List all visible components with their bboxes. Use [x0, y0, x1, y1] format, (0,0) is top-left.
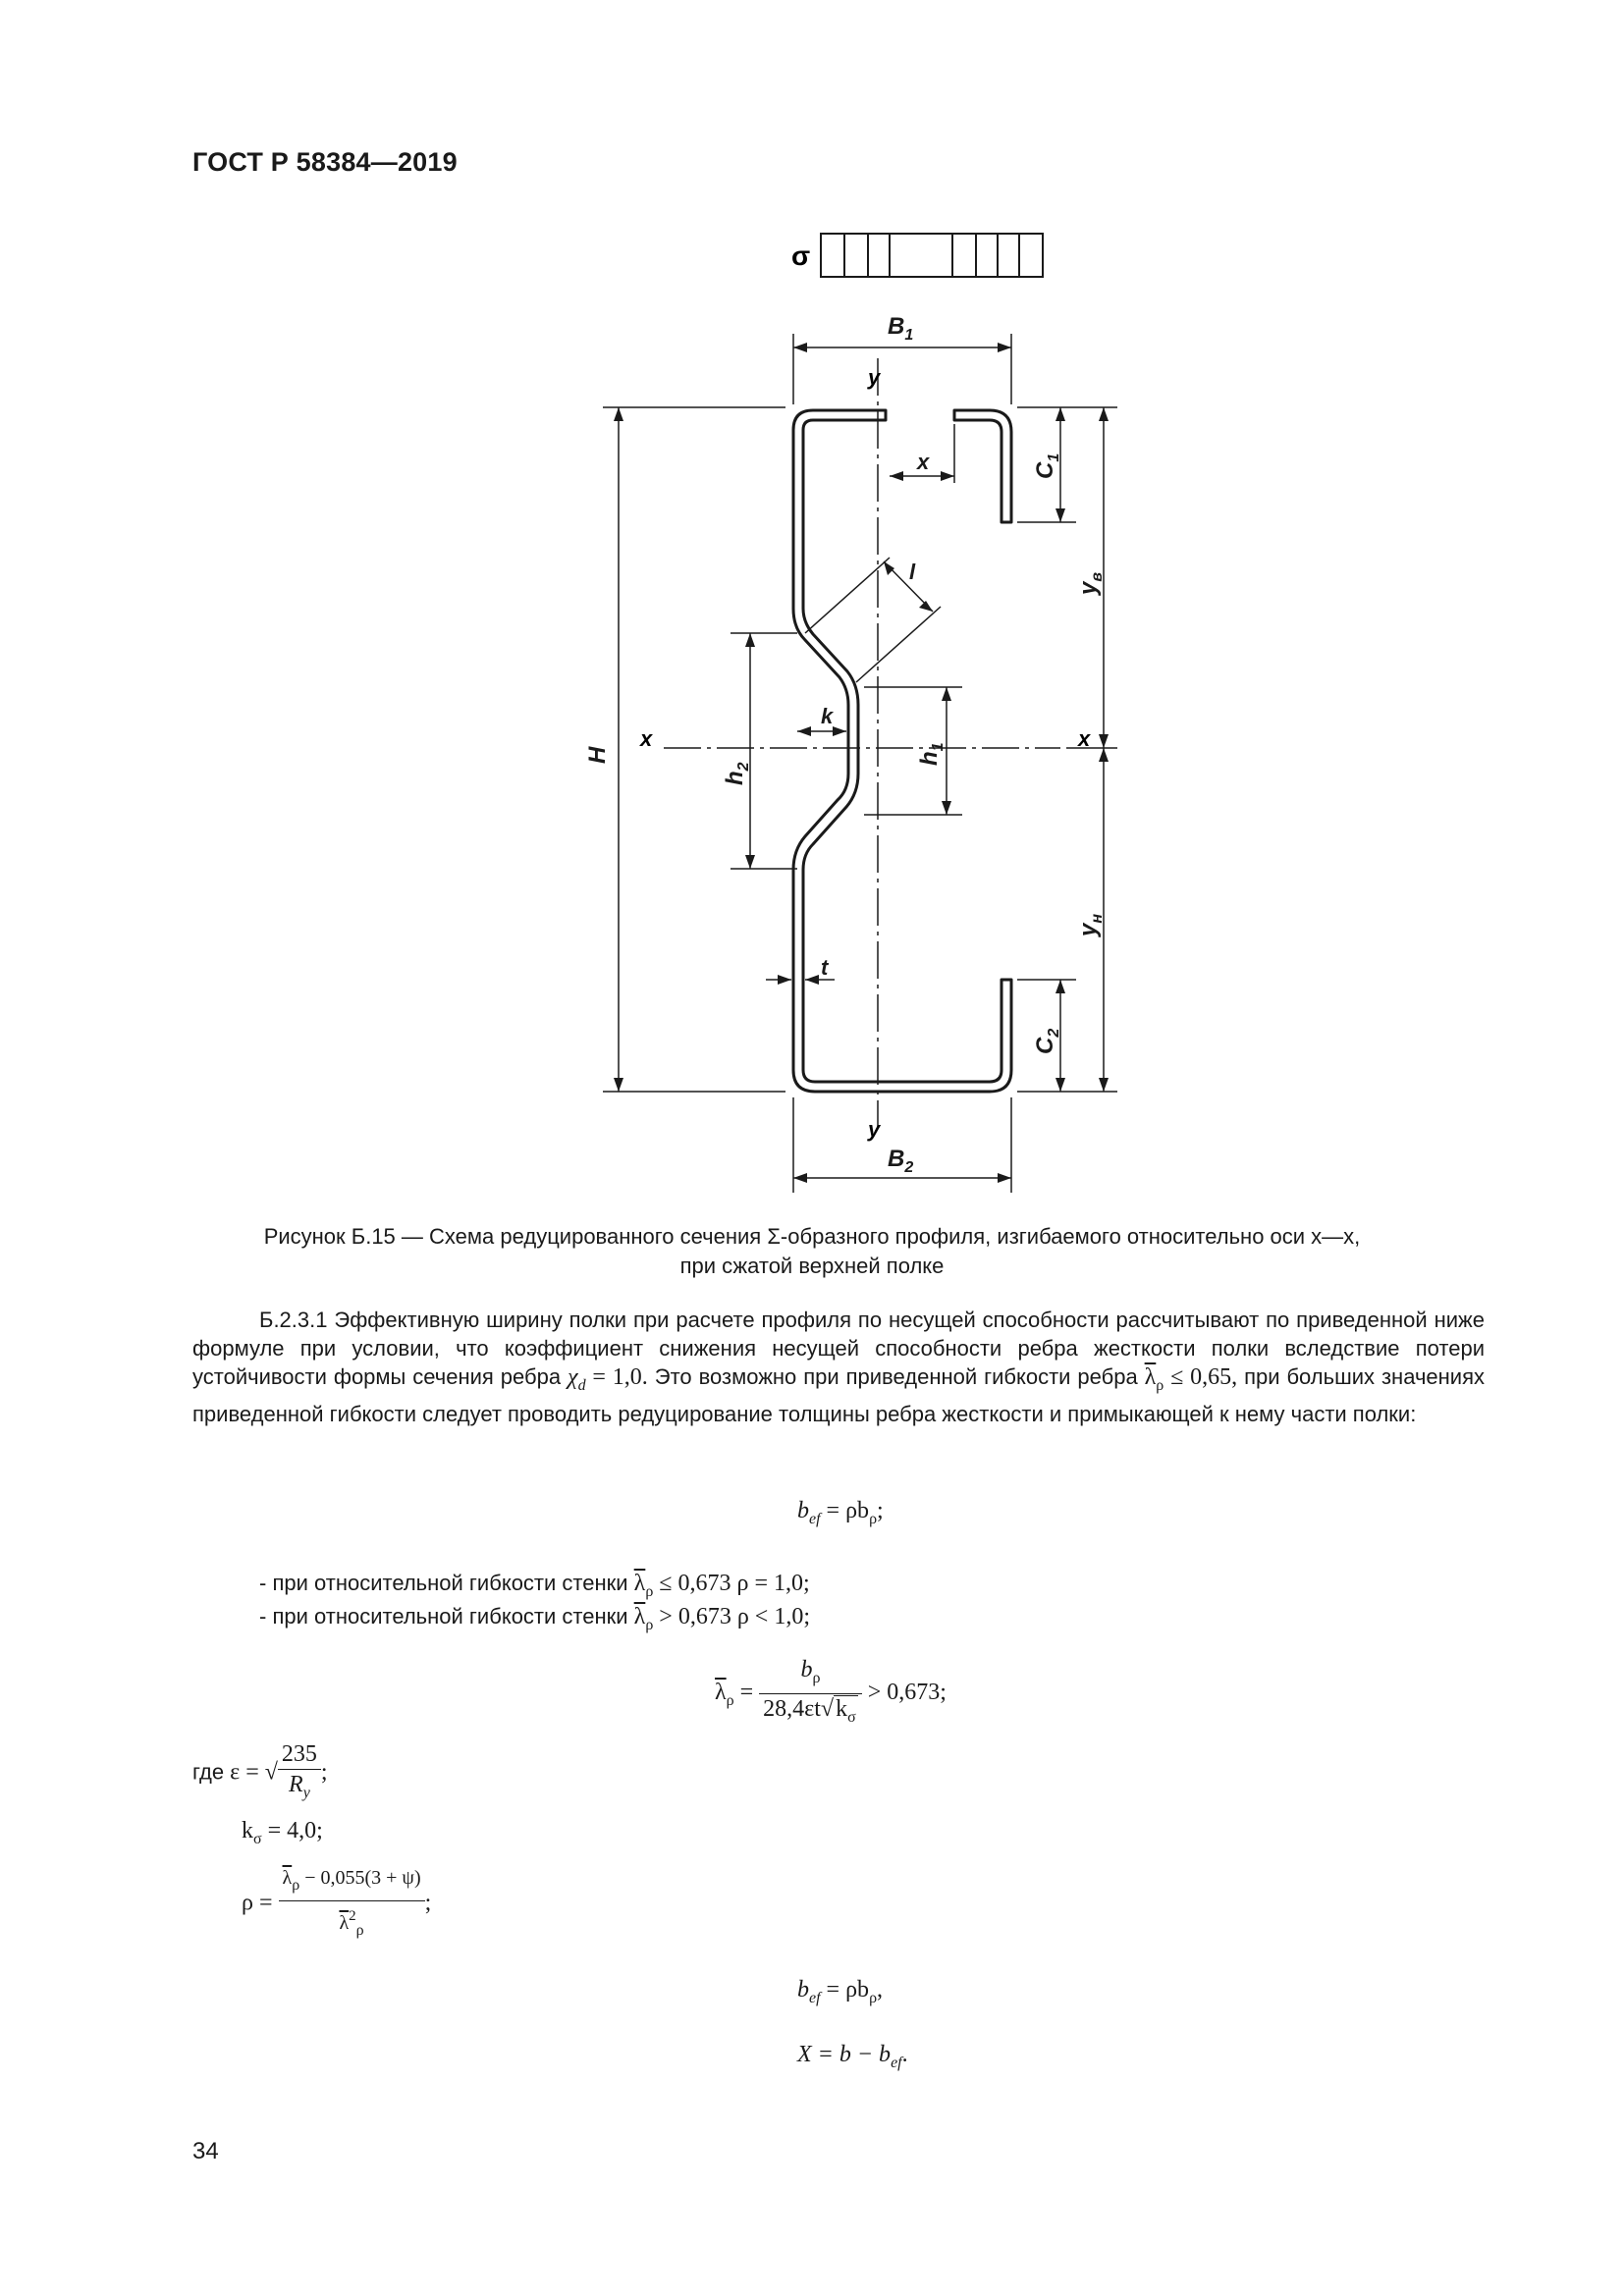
paragraph-text-1b: Это возможно при приведенной гибкости ребра	[654, 1364, 1138, 1389]
page-number: 34	[192, 2138, 219, 2164]
paragraph-text-1a: Б.2.3.1 Эффективную ширину полки при расчете профиля по несущей способности рассчитывают по приведенной ниже формуле при условии, что коэффициент снижения несущей способности ребра жесткости полки вследствие потери устойчивости формы сечения ребра	[192, 1308, 1485, 1389]
h2-label: $h_2$	[722, 762, 752, 785]
y-axis-top-label: y	[868, 365, 881, 390]
condition-1: - при относительной гибкости стенки $\overline{\lambda}_\rho \le 0,673$ ρ = 1,0;	[259, 1571, 810, 1600]
chi-formula: $\chi_d = 1,0$.	[568, 1364, 648, 1394]
C1-label: $C_1$	[1032, 453, 1062, 479]
paragraph-b231	[192, 1306, 1485, 1428]
B1-label: $B_1$	[888, 313, 914, 344]
sigma-label: σ	[791, 240, 811, 271]
x-dimension-label: x	[917, 450, 930, 474]
k-label: k	[821, 704, 834, 728]
condition-2: - при относительной гибкости стенки $\overline{\lambda}_\rho > 0,673$ ρ < 1,0;	[259, 1604, 811, 1633]
figure-caption	[0, 1222, 1624, 1281]
formula-lambda-rho: $\overline{\lambda}_\rho$ = $\frac{b_\rho}{28,4\varepsilon t√k_\sigma}$ > 0,673;	[715, 1657, 947, 1726]
document-header: ГОСТ Р 58384—2019	[192, 147, 458, 177]
x-axis-left-label: x	[640, 726, 653, 751]
formula-epsilon: где ε = √ $\frac{235}{R_y}$ ;	[192, 1741, 328, 1801]
formula-X: $X = b - b_{ef}$.	[797, 2042, 908, 2071]
paragraph-text-1c: при больших значениях приведенной гибкости следует проводить редуцирование толщины ребра жесткости и примыкающей к нему части полки:	[192, 1364, 1486, 1426]
y-v-label: $y_в$	[1075, 571, 1106, 595]
x-axis-right-label: x	[1078, 726, 1091, 751]
B2-label: $B_2$	[888, 1146, 914, 1176]
t-label: t	[821, 955, 829, 980]
h1-label: $h_1$	[916, 742, 947, 766]
formula-rho: ρ = $\frac{\overline{\lambda}_\rho - 0,055(3 + \psi)}{\overline{\lambda}^2_\rho}$ ;	[242, 1863, 431, 1946]
formula-bef-2: $b_{ef} = \rho b_\rho$,	[797, 1977, 884, 2006]
y-axis-bottom-label: y	[868, 1117, 881, 1142]
stress-diagram	[821, 234, 1043, 277]
y-n-label: $y_н$	[1075, 913, 1106, 936]
formula-k-sigma: $k_\sigma = 4,0$;	[242, 1818, 323, 1847]
formula-bef-1: $b_{ef} = \rho b_\rho$;	[797, 1498, 884, 1527]
caption-line-1: Рисунок Б.15 — Схема редуцированного сечения Σ-образного профиля, изгибаемого относительно оси x—x,	[263, 1224, 1361, 1249]
C2-label: $C_2$	[1032, 1028, 1062, 1054]
caption-line-2: при сжатой верхней полке	[679, 1254, 945, 1278]
profile-section	[793, 410, 1011, 1092]
l-label: l	[909, 560, 916, 584]
H-label: H	[584, 746, 611, 764]
lambda-condition: $\overline{\lambda}_\rho \le 0,65$,	[1144, 1364, 1238, 1394]
